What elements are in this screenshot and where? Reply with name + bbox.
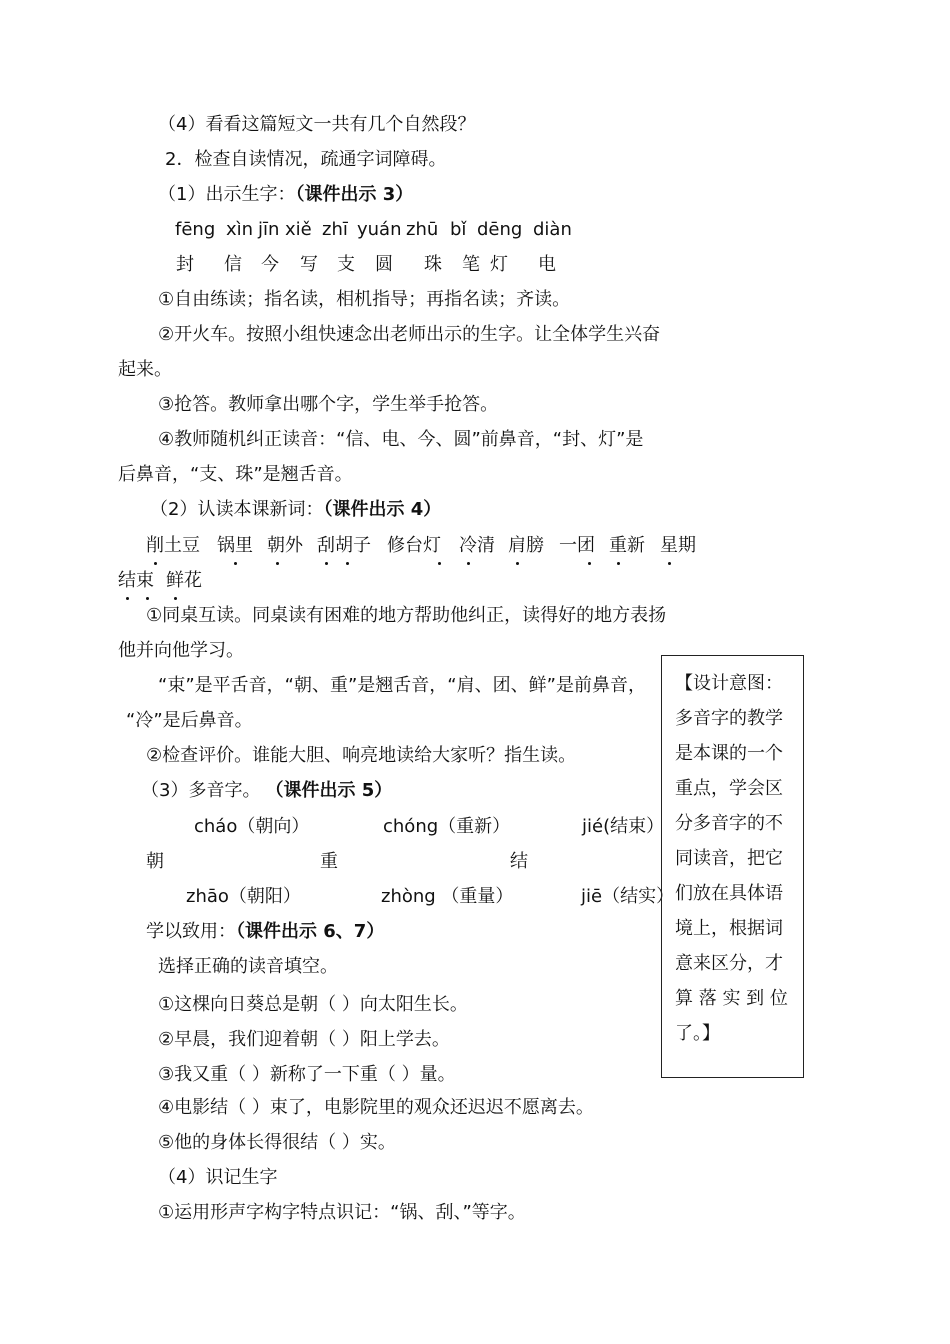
note-line: 算 落 实 到 位 [675,988,788,1009]
pinyin-item: yuán [357,219,402,240]
pinyin-item: diàn [533,219,572,240]
character-item: 支 [337,254,355,275]
emphasis-dot [276,562,279,565]
exercise-item-2: ②早晨，我们迎着朝（ ）阳上学去。 [158,1029,450,1050]
character-item: 圆 [375,254,393,275]
new-word: 一团 [559,535,595,556]
activity-pronunciation-fix-cont: 后鼻音，“支、珠”是翘舌音。 [118,464,353,485]
character-item: 珠 [424,254,442,275]
emphasis-dot [668,562,671,565]
courseware-tag-4: （课件出示 4） [323,499,442,520]
step-show-characters [158,184,413,206]
pronunciation-note: “束”是平舌音，“朝、重”是翘舌音，“肩、团、鲜”是前鼻音， [158,675,646,696]
note-line: 意来区分，才 [675,953,783,974]
step-apply-text: 学以致用： [146,921,236,942]
note-line: 多音字的教学 [675,708,783,729]
character-item: 写 [300,254,318,275]
step-polyphones [141,780,392,802]
pinyin-item: zhī [322,219,348,240]
courseware-tag-5: （课件出示 5） [274,780,393,801]
polyphone-character: 重 [320,851,338,872]
activity-train-game: ②开火车。按照小组快速念出老师出示的生字。让全体学生兴奋 [158,324,661,345]
emphasis-dot [325,562,328,565]
new-word: 星期 [660,535,696,556]
new-word: 鲜花 [166,570,202,591]
step-check-reading: 2．检查自读情况，疏通字词障碍。 [165,149,447,170]
polyphone-reading: chóng（重新） [383,816,511,837]
character-item: 信 [224,254,242,275]
pinyin-item: xìn [226,219,254,240]
new-word: 刮胡子 [317,535,371,556]
pronunciation-note-cont: “冷”是后鼻音。 [126,710,253,731]
emphasis-dot [516,562,519,565]
pinyin-item: xiě [285,219,312,240]
note-line: 了。】 [675,1023,720,1044]
step-polyphones-text: （3）多音字。 [141,780,261,801]
new-word: 修台灯 [387,535,441,556]
polyphone-reading: zhāo（朝阳） [186,886,301,907]
exercise-item-1: ①这棵向日葵总是朝（ ）向太阳生长。 [158,994,468,1015]
activity-pronunciation-fix: ④教师随机纠正读音：“信、电、今、圆”前鼻音，“封、灯”是 [158,429,644,450]
pinyin-item: jīn [258,219,280,240]
new-word: 冷清 [459,535,495,556]
courseware-tag-3: （课件出示 3） [295,184,414,205]
note-line: 们放在具体语 [675,883,783,904]
exercise-item-5: ⑤他的身体长得很结（ ）实。 [158,1132,396,1153]
pinyin-item: zhū [406,219,439,240]
pinyin-item: dēng [477,219,523,240]
emphasis-dot [346,562,349,565]
step-new-words [150,499,441,521]
emphasis-dot [154,562,157,565]
step-new-words-text: （2）认读本课新词： [150,499,324,520]
activity-check-evaluate: ②检查评价。谁能大胆、响亮地读给大家听？指生读。 [146,745,577,766]
character-item: 今 [261,254,279,275]
polyphone-reading: zhòng （重量） [381,886,514,907]
character-item: 封 [176,254,194,275]
note-line: 境上，根据词 [675,918,783,939]
activity-free-reading: ①自由练读；指名读，相机指导；再指名读；齐读。 [158,289,571,310]
step-memorize: （4）识记生字 [158,1167,278,1188]
character-item: 灯 [490,254,508,275]
polyphone-reading: jiē（结实） [581,886,675,907]
polyphone-reading: cháo（朝向） [194,816,310,837]
activity-partner-reading-cont: 他并向他学习。 [118,640,244,661]
pinyin-item: fēng [175,219,216,240]
polyphone-reading: jié(结束） [582,816,665,837]
emphasis-dot [467,562,470,565]
polyphone-character: 朝 [146,851,164,872]
exercise-item-3: ③我又重（ ）新称了一下重（ ）量。 [158,1064,456,1085]
emphasis-dot [588,562,591,565]
polyphone-character: 结 [510,851,528,872]
emphasis-dot [126,597,129,600]
note-line: 是本课的一个 [675,743,783,764]
note-line: 分多音字的不 [675,813,783,834]
note-line: 重点，学会区 [675,778,783,799]
note-line: 同读音，把它 [675,848,783,869]
emphasis-dot [617,562,620,565]
design-intent-note [661,655,804,1078]
exercise-item-4: ④电影结（ ）束了，电影院里的观众还迟迟不愿离去。 [158,1097,594,1118]
emphasis-dot [234,562,237,565]
new-word: 结束 [118,570,154,591]
character-item: 电 [538,254,556,275]
new-word: 朝外 [267,535,303,556]
emphasis-dot [438,562,441,565]
new-word: 锅里 [217,535,253,556]
memorize-method: ①运用形声字构字特点识记：“锅、刮、”等字。 [158,1202,526,1223]
courseware-tag-6-7: （课件出示 6、7） [236,921,385,942]
step-apply [146,921,384,943]
character-item: 笔 [462,254,480,275]
exercise-instruction: 选择正确的读音填空。 [158,956,338,977]
new-word: 重新 [609,535,645,556]
activity-quick-answer: ③抢答。教师拿出哪个字，学生举手抢答。 [158,394,499,415]
step-count-paragraphs: （4）看看这篇短文一共有几个自然段？ [158,114,476,135]
pinyin-item: bǐ [450,219,467,240]
emphasis-dot [174,597,177,600]
activity-train-game-cont: 起来。 [118,359,172,380]
new-word: 肩膀 [508,535,544,556]
note-line: 【设计意图： [675,673,783,694]
step-show-characters-text: （1）出示生字： [158,184,296,205]
new-word: 削土豆 [146,535,200,556]
emphasis-dot [146,597,149,600]
activity-partner-reading: ①同桌互读。同桌读有困难的地方帮助他纠正，读得好的地方表扬 [146,605,667,626]
